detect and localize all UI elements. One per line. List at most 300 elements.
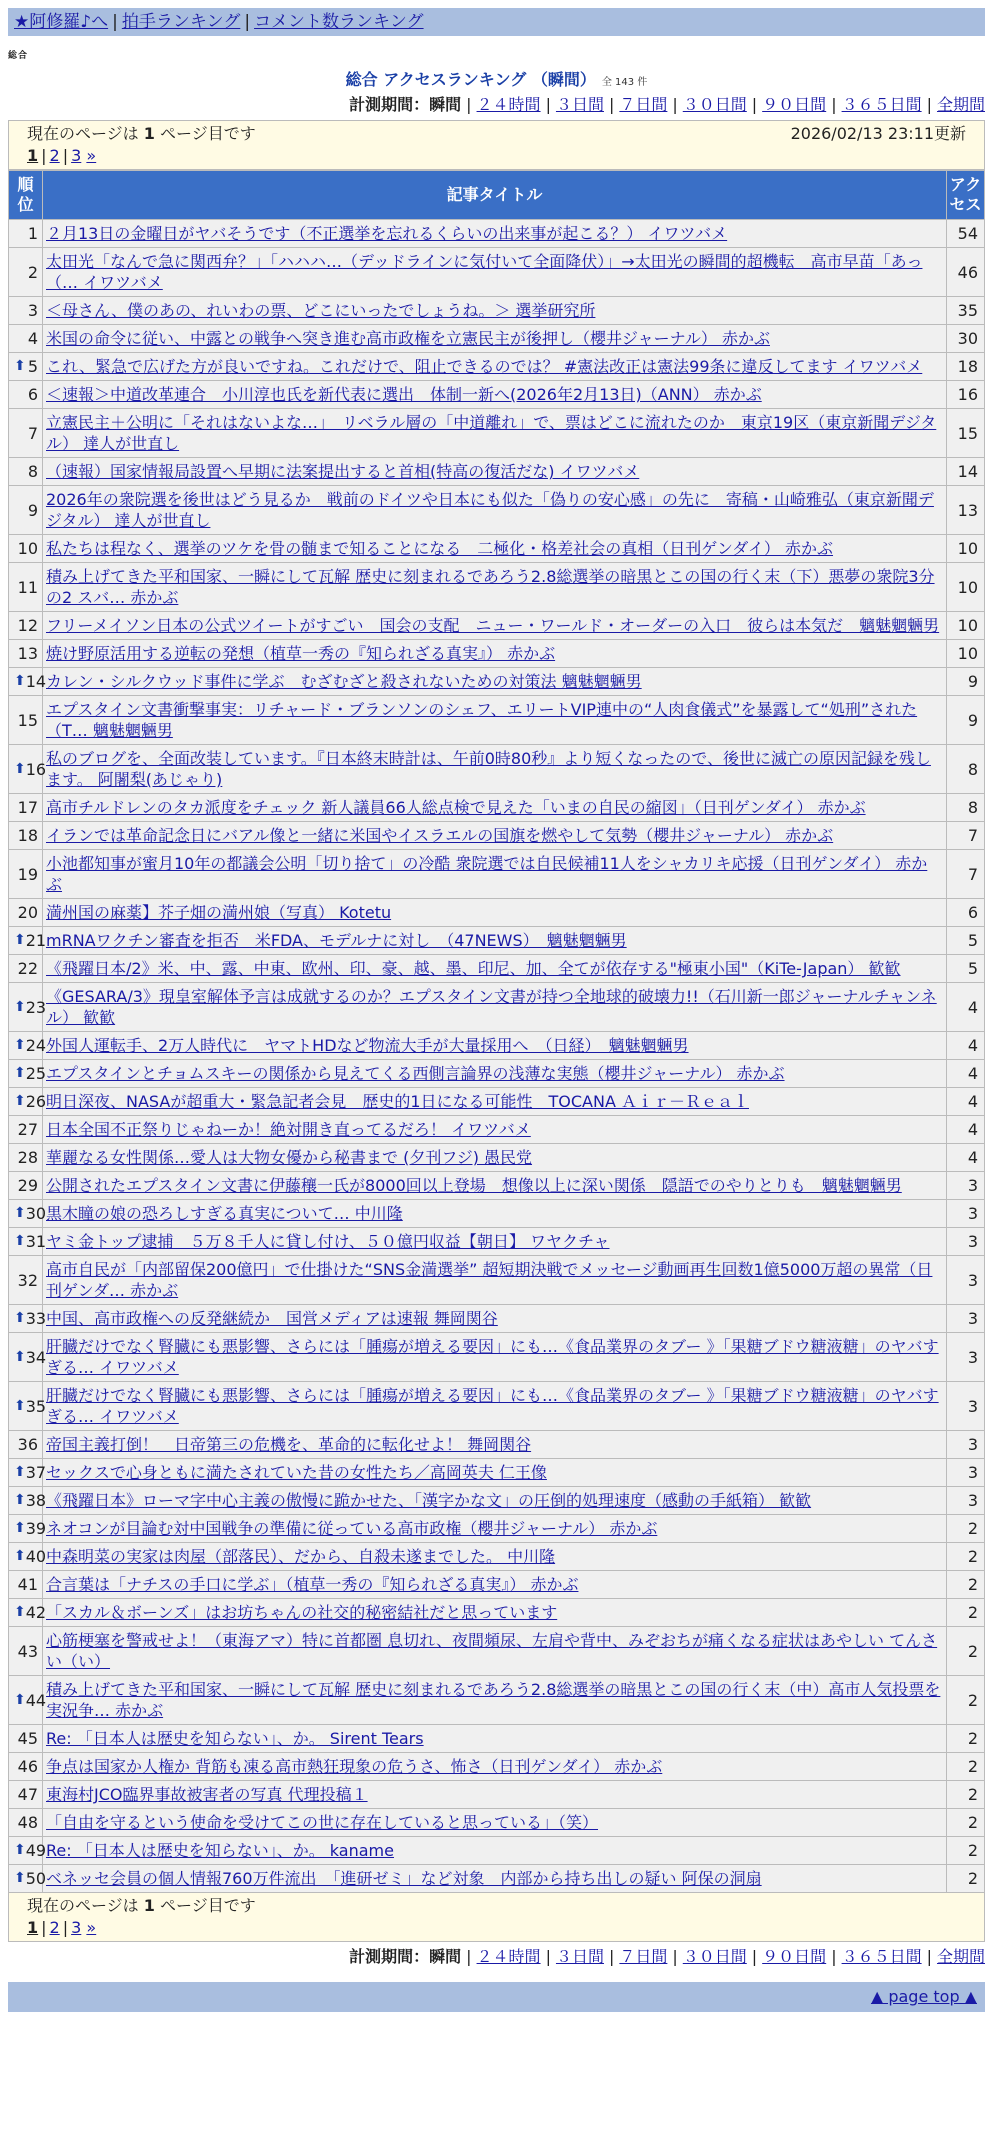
- title-cell: [43, 1753, 947, 1781]
- table-row: [9, 1228, 985, 1256]
- pager-page-3[interactable]: 3: [71, 1918, 82, 1937]
- access-count: 8: [947, 745, 985, 794]
- access-count: 5: [947, 955, 985, 983]
- rank-cell: [9, 1753, 43, 1781]
- rank-cell: [9, 1459, 47, 1487]
- article-link[interactable]: 争点は国家か人権か 背筋も凍る高市熱狂現象の危うさ、怖さ（日刊ゲンダイ） 赤かぶ: [46, 1757, 663, 1776]
- access-count: 30: [947, 325, 985, 353]
- article-link[interactable]: Re: 「日本人は歴史を知らない」、か。 Sirent Tears: [46, 1729, 424, 1748]
- up-arrow-icon: ⬆: [14, 1492, 26, 1508]
- table-row: [9, 353, 985, 381]
- table-row: [9, 1032, 985, 1060]
- article-link[interactable]: 「スカル＆ボーンズ」はお坊ちゃんの社交的秘密結社だと思っています: [46, 1603, 558, 1622]
- table-row: [9, 409, 985, 458]
- article-link[interactable]: ２月13日の金曜日がヤバそうです（不正選挙を忘れるくらいの出来事が起こる？） イワツバメ: [46, 224, 728, 243]
- table-row: [9, 297, 985, 325]
- pager-separator: |: [41, 1918, 47, 1937]
- rank-number: 44: [25, 1690, 47, 1710]
- rank-cell: [9, 955, 43, 983]
- period-link-4[interactable]: ９０日間: [762, 95, 827, 114]
- article-link[interactable]: 肝臓だけでなく腎臓にも悪影響、さらには「腫瘍が増える要因」にも…《食品業界のタブー 》「果糖ブドウ糖液糖」のヤバすぎる… イワツバメ: [46, 1386, 939, 1426]
- access-count: 2: [947, 1753, 985, 1781]
- article-link[interactable]: 小池都知事が蜜月10年の都議会公明「切り捨て」の冷酷 衆院選では自民候補11人をシャカリキ応援（日刊ゲンダイ） 赤かぶ: [46, 854, 928, 894]
- rank-number: 16: [25, 759, 47, 779]
- ranking-table: [8, 170, 985, 1893]
- rank-number: 46: [17, 1757, 38, 1776]
- title-cell: [43, 1305, 947, 1333]
- period-separator: |: [466, 1947, 472, 1966]
- table-row: [9, 1487, 985, 1515]
- rank-cell: [9, 1487, 47, 1515]
- title-cell: [43, 1543, 947, 1571]
- access-count: 13: [947, 486, 985, 535]
- access-count: 9: [947, 668, 985, 696]
- article-link[interactable]: 公開されたエプスタイン文書に伊藤穰一氏が8000回以上登場 想像以上に深い関係 隠語でのやりとりも 魑魅魍魎男: [46, 1176, 902, 1195]
- title-cell: [43, 1144, 947, 1172]
- rank-cell: [9, 899, 43, 927]
- article-link[interactable]: 太田光「なんで急に関西弁？」「ハハハ…（デッドラインに気付いて全面降伏）」→太田光の瞬間的超機転 高市早苗「あっ（… イワツバメ: [46, 252, 923, 292]
- title-cell: [43, 1599, 947, 1627]
- table-row: [9, 1725, 985, 1753]
- access-count: 3: [947, 1382, 985, 1431]
- access-count: 3: [947, 1459, 985, 1487]
- rank-number: 22: [17, 959, 38, 978]
- pager-current-page: 1: [27, 146, 39, 165]
- table-header-row: [9, 171, 985, 220]
- title-cell: [43, 220, 947, 248]
- period-link-1[interactable]: ３日間: [555, 1947, 604, 1966]
- up-arrow-icon: ⬆: [14, 998, 26, 1015]
- comment-ranking-link[interactable]: コメント数ランキング: [254, 12, 424, 32]
- rank-number: 28: [17, 1148, 38, 1167]
- title-cell: [43, 1725, 947, 1753]
- table-row: [9, 1865, 985, 1893]
- table-row: [9, 1116, 985, 1144]
- period-link-3[interactable]: ３０日間: [682, 1947, 747, 1966]
- table-row: [9, 1753, 985, 1781]
- article-link[interactable]: 合言葉は「ナチスの手口に学ぶ」（植草一秀の『知られざる真実』） 赤かぶ: [46, 1575, 579, 1594]
- rank-cell: [9, 1088, 47, 1116]
- table-row: [9, 1781, 985, 1809]
- table-row: [9, 745, 985, 794]
- access-count: 4: [947, 1032, 985, 1060]
- pager-next[interactable]: »: [86, 1918, 97, 1937]
- access-count: 3: [947, 1200, 985, 1228]
- article-link[interactable]: 私のブログを、全面改装しています。『日本終末時計は、午前0時80秒』より短くなったので、後世に滅亡の原因記録を残します。 阿闍梨(あじゃり): [46, 749, 931, 789]
- pager-separator: |: [62, 146, 69, 165]
- article-link[interactable]: 日本全国不正祭りじゃねーか！絶対開き直ってるだろ！ イワツバメ: [46, 1120, 531, 1139]
- period-link-1[interactable]: ３日間: [555, 95, 604, 114]
- rank-number: 3: [27, 301, 38, 320]
- rank-number: 40: [25, 1547, 47, 1566]
- up-arrow-icon: ⬆: [14, 1691, 26, 1708]
- article-link[interactable]: 2026年の衆院選を後世はどう見るか 戦前のドイツや日本にも似た「偽りの安心感」の先に 寄稿・山崎雅弘（東京新聞デジタル） 達人が世直し: [46, 490, 934, 530]
- title-cell: [43, 1781, 947, 1809]
- up-arrow-icon: ⬆: [14, 932, 26, 948]
- period-label: 計測期間：: [349, 95, 430, 114]
- period-separator: |: [926, 95, 932, 114]
- article-link[interactable]: 心筋梗塞を警戒せよ！（東海アマ）特に首都圏 息切れ、夜間頻尿、左肩や背中、みぞおちが痛くなる症状はあやしい てんさい（い）: [46, 1631, 938, 1671]
- title-cell: [43, 1627, 947, 1676]
- rank-number: 5: [27, 357, 38, 376]
- nav-separator: |: [244, 12, 251, 32]
- table-row: [9, 899, 985, 927]
- access-count: 2: [947, 1865, 985, 1893]
- rank-cell: [9, 640, 43, 668]
- access-count: 2: [947, 1725, 985, 1753]
- up-arrow-icon: ⬆: [14, 760, 26, 777]
- rank-number: 45: [17, 1729, 38, 1748]
- article-link[interactable]: 高市自民が「内部留保200億円」で仕掛けた“SNS金満選挙” 超短期決戦でメッセージ動画再生回数1億5000万超の異常（日刊ゲンダ… 赤かぶ: [46, 1260, 933, 1300]
- access-count: 15: [947, 409, 985, 458]
- rank-cell: [9, 220, 43, 248]
- article-link[interactable]: 《飛躍日本》ローマ字中心主義の傲慢に跪かせた、「漢字かな文」の圧倒的処理速度（感動の手紙箱） 歓歓: [46, 1491, 812, 1510]
- article-link[interactable]: ヤミ金トップ逮捕 ５万８千人に貸し付け、５０億円収益【朝日】 ワヤクチャ: [46, 1232, 610, 1251]
- access-count: 2: [947, 1781, 985, 1809]
- table-row: [9, 983, 985, 1032]
- article-link[interactable]: 焼け野原活用する逆転の発想（植草一秀の『知られざる真実』） 赤かぶ: [46, 644, 556, 663]
- rank-number: 49: [25, 1841, 47, 1860]
- article-link[interactable]: 外国人運転手、2万人時代に ヤマトHDなど物流大手が大量採用へ （日経） 魑魅魍魎男: [46, 1036, 689, 1055]
- article-link[interactable]: エプスタイン文書衝撃事実：リチャード・ブランソンのシェフ、エリートVIP連中の“人肉食儀式”を暴露して“処刑”された（T… 魑魅魍魎男: [46, 700, 918, 740]
- col-title-header: 記事タイトル: [43, 171, 947, 220]
- current-page-text: 現在のページは 1 ページ目です: [27, 1896, 256, 1915]
- article-link[interactable]: セックスで心身ともに満たされていた昔の女性たち／高岡英夫 仁王像: [46, 1463, 547, 1482]
- rank-cell: [9, 983, 47, 1032]
- access-count: 3: [947, 1487, 985, 1515]
- article-link[interactable]: ＜速報＞中道改革連合 小川淳也氏を新代表に選出 体制一新へ(2026年2月13日)（ANN） 赤かぶ: [46, 385, 762, 404]
- table-row: [9, 325, 985, 353]
- period-current: 瞬間: [429, 95, 462, 114]
- article-link[interactable]: 高市チルドレンのタカ派度をチェック 新人議員66人総点検で見えた「いまの自民の縮図」（日刊ゲンダイ） 赤かぶ: [46, 798, 866, 817]
- table-row: [9, 220, 985, 248]
- up-arrow-icon: ⬆: [14, 1548, 26, 1564]
- up-arrow-icon: ⬆: [14, 1397, 26, 1414]
- rank-number: 30: [25, 1204, 47, 1223]
- title-cell: [43, 1515, 947, 1543]
- article-link[interactable]: ベネッセ会員の個人情報760万件流出 「進研ゼミ」など対象 内部から持ち出しの疑い 阿保の洞扇: [46, 1869, 762, 1888]
- table-row: [9, 248, 985, 297]
- period-separator: |: [545, 1947, 551, 1966]
- article-link[interactable]: 東海村JCO臨界事故被害者の写真 代理投稿１: [46, 1785, 368, 1804]
- rank-number: 2: [27, 262, 38, 282]
- table-row: [9, 1431, 985, 1459]
- period-label: 計測期間：: [349, 1947, 430, 1966]
- rank-cell: [9, 297, 43, 325]
- title-cell: [43, 458, 947, 486]
- title-cell: [43, 745, 947, 794]
- article-link[interactable]: 黒木瞳の娘の恐ろしすぎる真実について… 中川隆: [46, 1204, 403, 1223]
- rank-number: 6: [27, 385, 38, 404]
- col-access-header: アクセス: [947, 171, 985, 220]
- rank-cell: [9, 1837, 47, 1865]
- page-info-bottom: [8, 1893, 985, 1942]
- pager-separator: |: [41, 146, 47, 165]
- col-rank-header: 順位: [9, 171, 43, 220]
- rank-cell: [9, 353, 43, 381]
- pager: [27, 145, 966, 167]
- access-count: 3: [947, 1431, 985, 1459]
- home-link[interactable]: ★阿修羅♪へ: [14, 12, 109, 32]
- article-link[interactable]: 積み上げてきた平和国家、一瞬にして瓦解 歴史に刻まれるであろう2.8総選挙の暗黒とこの国の行く末（中）高市人気投票を実況争… 赤かぶ: [46, 1680, 941, 1720]
- access-count: 35: [947, 297, 985, 325]
- access-count: 2: [947, 1543, 985, 1571]
- rank-cell: [9, 1515, 47, 1543]
- table-row: [9, 1627, 985, 1676]
- rank-number: 9: [27, 500, 38, 520]
- rank-number: 31: [25, 1232, 47, 1251]
- article-link[interactable]: 米国の命令に従い、中露との戦争へ突き進む高市政権を立憲民主が後押し（櫻井ジャーナル） 赤かぶ: [46, 329, 770, 348]
- rank-cell: [9, 535, 43, 563]
- rank-cell: [9, 1865, 47, 1893]
- up-arrow-icon: ⬆: [14, 1205, 26, 1221]
- table-row: [9, 535, 985, 563]
- access-count: 3: [947, 1172, 985, 1200]
- period-current: 瞬間: [429, 1947, 462, 1966]
- rank-cell: [9, 563, 43, 612]
- access-count: 2: [947, 1627, 985, 1676]
- article-link[interactable]: ＜母さん、僕のあの、れいわの票、どこにいったでしょうね。＞ 選挙研究所: [46, 301, 596, 320]
- title-cell: [43, 1228, 947, 1256]
- table-row: [9, 458, 985, 486]
- rank-cell: [9, 1382, 47, 1431]
- title-cell: [43, 381, 947, 409]
- rank-cell: [9, 745, 47, 794]
- period-selector: [8, 1946, 985, 1968]
- title-cell: [43, 486, 947, 535]
- table-row: [9, 1088, 985, 1116]
- title-cell: [43, 983, 947, 1032]
- pager-page-2[interactable]: 2: [49, 1918, 60, 1937]
- access-count: 16: [947, 381, 985, 409]
- rank-number: 42: [25, 1603, 47, 1622]
- rank-cell: [9, 850, 43, 899]
- rank-number: 24: [25, 1036, 47, 1055]
- rank-number: 20: [17, 903, 38, 922]
- access-count: 18: [947, 353, 985, 381]
- period-link-0[interactable]: ２４時間: [476, 1947, 541, 1966]
- rank-cell: [9, 794, 43, 822]
- up-arrow-icon: ⬆: [14, 1870, 26, 1886]
- title-cell: [43, 1382, 947, 1431]
- title-cell: [43, 1571, 947, 1599]
- article-link[interactable]: （速報）国家情報局設置へ早期に法案提出すると首相(特高の復活だな) イワツバメ: [46, 462, 640, 481]
- up-arrow-icon: ⬆: [14, 1233, 26, 1249]
- period-separator: |: [831, 95, 837, 114]
- access-count: 10: [947, 535, 985, 563]
- title-cell: [43, 1172, 947, 1200]
- article-link[interactable]: フリーメイソン日本の公式ツイートがすごい 国会の支配 ニュー・ワールド・オーダーの入口 彼らは本気だ 魑魅魍魎男: [46, 616, 940, 635]
- period-link-2[interactable]: ７日間: [619, 95, 668, 114]
- article-link[interactable]: 満州国の麻薬】芥子畑の満州娘（写真） Kotetu: [46, 903, 392, 922]
- rank-cell: [9, 612, 43, 640]
- title-cell: [43, 1431, 947, 1459]
- access-count: 4: [947, 1088, 985, 1116]
- pager-next[interactable]: »: [86, 146, 97, 165]
- pager-page-2[interactable]: 2: [49, 146, 60, 165]
- current-page-text: 現在のページは 1 ページ目です: [27, 124, 256, 143]
- rank-cell: [9, 1599, 47, 1627]
- rank-cell: [9, 1305, 47, 1333]
- article-link[interactable]: これ、緊急で広げた方が良いですね。これだけで、阻止できるのでは？ #憲法改正は憲法99条に違反してます イワツバメ: [46, 357, 923, 376]
- rank-cell: [9, 1725, 43, 1753]
- rank-cell: [9, 1228, 47, 1256]
- article-link[interactable]: 明日深夜、NASAが超重大・緊急記者会見 歴史的1日になる可能性 TOCANA Ａｉｒ－Ｒｅａｌ: [46, 1092, 749, 1111]
- period-link-2[interactable]: ７日間: [619, 1947, 668, 1966]
- rank-number: 37: [25, 1463, 47, 1482]
- period-separator: |: [751, 95, 758, 114]
- article-link[interactable]: 華麗なる女性関係…愛人は大物女優から秘書まで (夕刊フジ) 愚民党: [46, 1148, 533, 1167]
- up-arrow-icon: ⬆: [14, 1310, 26, 1326]
- article-link[interactable]: 《飛躍日本/2》米、中、露、中東、欧州、印、豪、越、墨、印尼、加、全てが依存する"極東小国"（KiTe-Japan） 歓歓: [46, 959, 901, 978]
- title-cell: [43, 1459, 947, 1487]
- rank-number: 43: [17, 1641, 38, 1661]
- page-top-link[interactable]: ▲ page top ▲: [870, 1987, 977, 2006]
- table-row: [9, 1837, 985, 1865]
- access-count: 4: [947, 1060, 985, 1088]
- table-row: [9, 1676, 985, 1725]
- rank-cell: [9, 1256, 43, 1305]
- rank-cell: [9, 1431, 43, 1459]
- table-row: [9, 1809, 985, 1837]
- article-link[interactable]: 「自由を守るという使命を受けてこの世に存在していると思っている」（笑）: [46, 1813, 599, 1832]
- period-link-0[interactable]: ２４時間: [476, 95, 541, 114]
- period-link-5[interactable]: ３６５日間: [841, 95, 922, 114]
- article-link[interactable]: 立憲民主＋公明に「それはないよな…」 リベラル層の「中道離れ」で、票はどこに流れたのか 東京19区（東京新聞デジタル） 達人が世直し: [46, 413, 937, 453]
- rank-number: 47: [17, 1785, 38, 1804]
- table-row: [9, 1543, 985, 1571]
- access-count: 3: [947, 1333, 985, 1382]
- rank-number: 17: [17, 798, 38, 817]
- table-row: [9, 486, 985, 535]
- up-arrow-icon: ⬆: [14, 1842, 26, 1858]
- table-row: [9, 1599, 985, 1627]
- rank-cell: [9, 1060, 47, 1088]
- rank-number: 15: [17, 710, 38, 730]
- rank-cell: [9, 1809, 43, 1837]
- table-row: [9, 1060, 985, 1088]
- period-separator: |: [926, 1947, 932, 1966]
- access-count: 8: [947, 794, 985, 822]
- access-count: 2: [947, 1837, 985, 1865]
- table-row: [9, 640, 985, 668]
- table-row: [9, 794, 985, 822]
- article-link[interactable]: 中国、高市政権への反発継続か 国営メディアは速報 舞岡関谷: [46, 1309, 498, 1328]
- period-link-6[interactable]: 全期間: [936, 1947, 985, 1966]
- access-count: 2: [947, 1515, 985, 1543]
- period-link-5[interactable]: ３６５日間: [841, 1947, 922, 1966]
- period-separator: |: [608, 1947, 615, 1966]
- up-arrow-icon: ⬆: [14, 1037, 26, 1053]
- rank-number: 12: [17, 616, 38, 635]
- period-link-4[interactable]: ９０日間: [762, 1947, 827, 1966]
- pager-current-page: 1: [27, 1918, 39, 1937]
- rank-number: 25: [25, 1064, 47, 1083]
- title-cell: [43, 535, 947, 563]
- article-link[interactable]: 中森明菜の実家は肉屋（部落民）、だから、自殺未遂までした。 中川隆: [46, 1547, 556, 1566]
- rank-cell: [9, 1032, 47, 1060]
- access-count: 2: [947, 1809, 985, 1837]
- article-link[interactable]: mRNAワクチン審査を拒否 米FDA、モデルナに対し （47NEWS） 魑魅魍魎男: [46, 931, 627, 950]
- access-count: 5: [947, 927, 985, 955]
- title-cell: [43, 1333, 947, 1382]
- rank-cell: [9, 325, 43, 353]
- article-link[interactable]: 帝国主義打倒！ 日帝第三の危機を、革命的に転化せよ！ 舞岡関谷: [46, 1435, 532, 1454]
- table-row: [9, 668, 985, 696]
- rank-cell: [9, 248, 43, 297]
- title-cell: [43, 612, 947, 640]
- title-cell: [43, 1487, 947, 1515]
- title-cell: [43, 1865, 947, 1893]
- rank-number: 21: [25, 931, 47, 950]
- article-link[interactable]: 肝臓だけでなく腎臓にも悪影響、さらには「腫瘍が増える要因」にも…《食品業界のタブー 》「果糖ブドウ糖液糖」のヤバすぎる… イワツバメ: [46, 1337, 939, 1377]
- access-count: 54: [947, 220, 985, 248]
- access-count: 4: [947, 1144, 985, 1172]
- table-row: [9, 1172, 985, 1200]
- up-arrow-icon: ⬆: [14, 1065, 26, 1081]
- rank-number: 36: [17, 1435, 38, 1454]
- rank-cell: [9, 409, 43, 458]
- article-link[interactable]: Re: 「日本人は歴史を知らない」、か。 kaname: [46, 1841, 394, 1860]
- pager-page-3[interactable]: 3: [71, 146, 82, 165]
- rank-cell: [9, 1144, 43, 1172]
- category-label: 総合: [8, 51, 29, 61]
- title-cell: [43, 822, 947, 850]
- rank-number: 35: [25, 1396, 47, 1416]
- period-link-3[interactable]: ３０日間: [682, 95, 747, 114]
- rank-number: 39: [25, 1519, 47, 1538]
- title-cell: [43, 325, 947, 353]
- article-link[interactable]: エプスタインとチョムスキーの関係から見えてくる西側言論界の浅薄な実態（櫻井ジャーナル） 赤かぶ: [46, 1064, 785, 1083]
- article-link[interactable]: 《GESARA/3》現皇室解体予言は成就するのか？エプスタイン文書が持つ全地球的破壊力!!（石川新一郎ジャーナルチャンネル） 歓歓: [46, 987, 937, 1027]
- period-link-6[interactable]: 全期間: [936, 95, 985, 114]
- page-title: [0, 67, 993, 90]
- rank-number: 13: [17, 644, 38, 663]
- rank-number: 48: [17, 1813, 38, 1832]
- rank-number: 11: [17, 577, 38, 597]
- table-row: [9, 1382, 985, 1431]
- access-count: 10: [947, 563, 985, 612]
- access-count: 9: [947, 696, 985, 745]
- applause-ranking-link[interactable]: 拍手ランキング: [121, 12, 241, 32]
- access-count: 10: [947, 612, 985, 640]
- title-cell: [43, 927, 947, 955]
- rank-number: 23: [25, 997, 47, 1017]
- pager-separator: |: [62, 1918, 69, 1937]
- title-cell: [43, 1837, 947, 1865]
- period-separator: |: [466, 95, 472, 114]
- access-count: 14: [947, 458, 985, 486]
- table-row: [9, 1200, 985, 1228]
- up-arrow-icon: ⬆: [14, 1604, 26, 1620]
- rank-number: 10: [17, 539, 38, 558]
- article-link[interactable]: カレン・シルクウッド事件に学ぶ むざむざと殺されないための対策法 魑魅魍魎男: [46, 672, 642, 691]
- up-arrow-icon: ⬆: [14, 1464, 26, 1480]
- rank-cell: [9, 1627, 43, 1676]
- footer-bar: [8, 1982, 985, 2012]
- article-link[interactable]: イランでは革命記念日にバアル像と一緒に米国やイスラエルの国旗を燃やして気勢（櫻井ジャーナル） 赤かぶ: [46, 826, 834, 845]
- top-nav-bar: [8, 8, 985, 36]
- article-link[interactable]: 私たちは程なく、選挙のツケを骨の髄まで知ることになる 二極化・格差社会の真相（日刊ゲンダイ） 赤かぶ: [46, 539, 834, 558]
- article-link[interactable]: 積み上げてきた平和国家、一瞬にして瓦解 歴史に刻まれるであろう2.8総選挙の暗黒とこの国の行く末（下）悪夢の衆院3分の2 スバ… 赤かぶ: [46, 567, 935, 607]
- rank-cell: [9, 486, 43, 535]
- access-count: 3: [947, 1305, 985, 1333]
- rank-cell: [9, 927, 47, 955]
- table-row: [9, 1515, 985, 1543]
- article-link[interactable]: ネオコンが目論む対中国戦争の準備に従っている高市政権（櫻井ジャーナル） 赤かぶ: [46, 1519, 658, 1538]
- access-count: 2: [947, 1676, 985, 1725]
- access-count: 6: [947, 899, 985, 927]
